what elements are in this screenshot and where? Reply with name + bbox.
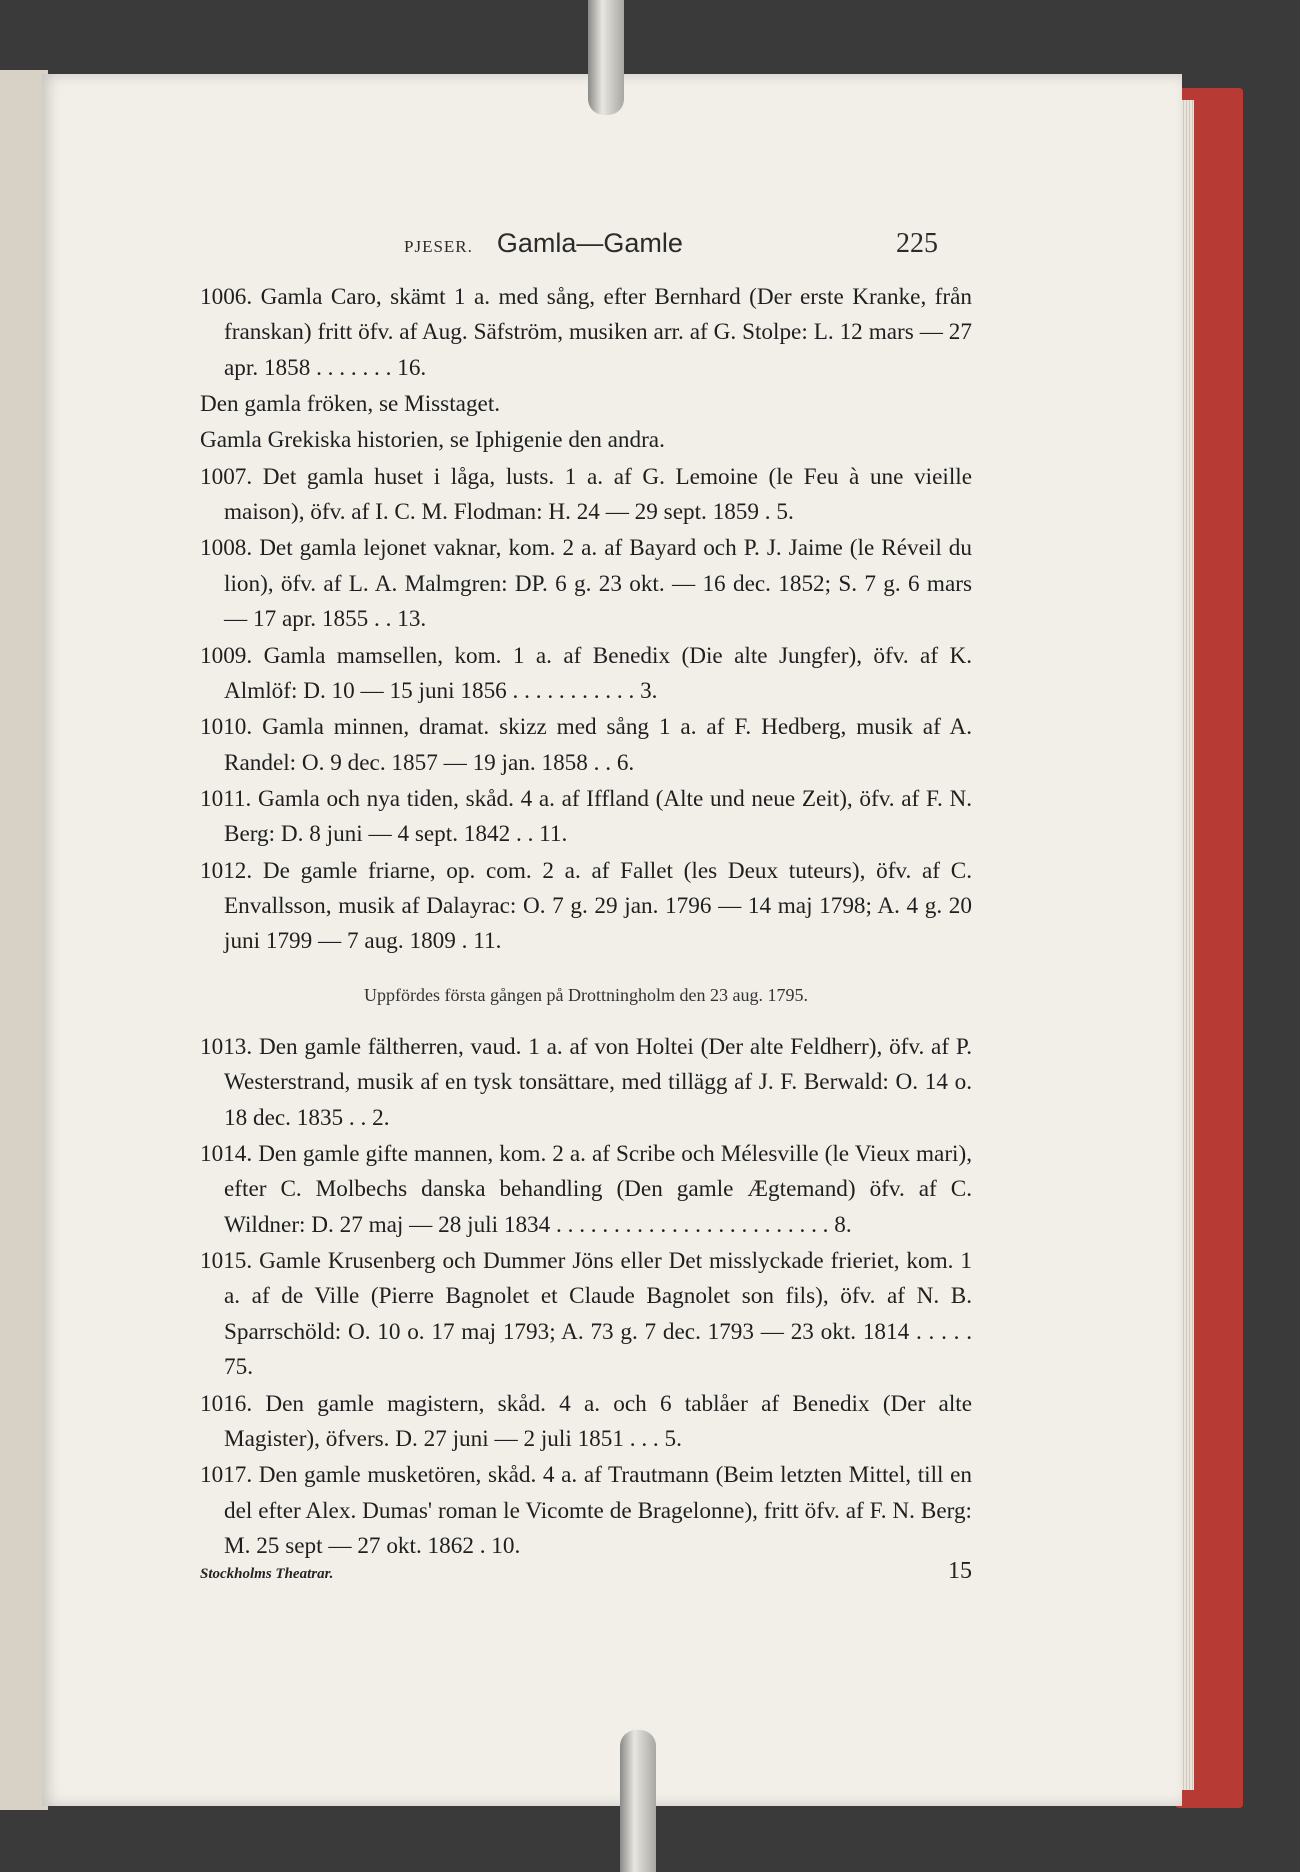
entry-1009: 1009. Gamla mamsellen, kom. 1 a. af Benedix (Die alte Jungfer), öfv. af K. Almlöf: D. 10 — 15 juni 1856 . . . . . . . . . . . 3. [200,642,972,704]
bookmark-ribbon-top [588,0,624,115]
signature-mark: Stockholms Theatrar. [200,1566,334,1582]
footer [200,1558,972,1585]
entry-1015: 1015. Gamle Krusenberg och Dummer Jöns eller Det misslyckade frieriet, kom. 1 a. af de Ville (Pierre Bagnolet et Claude Bagnolet son fils), öfv. af N. B. Sparrschöld: O. 10 o. 17 maj 1793; A. 73 g. 7 dec. 1793 — 23 okt. 1814 . . . . . 75. [200,1248,972,1381]
running-head: PJESER. [404,237,473,256]
bookmark-ribbon-bottom [620,1730,656,1872]
catalog-entries [200,280,972,1565]
entry-1010: 1010. Gamla minnen, dramat. skizz med sång 1 a. af F. Hedberg, musik af A. Randel: O. 9 dec. 1857 — 19 jan. 1858 . . 6. [200,714,972,776]
cross-reference: Den gamla fröken, se Misstaget. [200,391,501,418]
entry-1011: 1011. Gamla och nya tiden, skåd. 4 a. af Iffland (Alte und neue Zeit), öfv. af F. N. Berg: D. 8 juni — 4 sept. 1842 . . 11. [200,785,972,848]
header-title: Gamla—Gamle [496,228,683,258]
page-number: 225 [896,228,938,259]
entry-note: Uppfördes första gången på Drottningholm den 23 aug. 1795. [364,984,808,1005]
entry-1017: 1017. Den gamle musketören, skåd. 4 a. af Trautmann (Beim letzten Mittel, till en del efter Alex. Dumas' roman le Vicomte de Bragelonne), fritt öfv. af F. N. Berg: M. 25 sept — 27 okt. 1862 . 10. [200,1462,972,1560]
entry-1008: 1008. Det gamla lejonet vaknar, kom. 2 a. af Bayard och P. J. Jaime (le Réveil du lion), öfv. af L. A. Malmgren: DP. 6 g. 23 okt. — 16 dec. 1852; S. 7 g. 6 mars — 17 apr. 1855 . . 13. [200,535,972,633]
page-header [404,228,938,260]
entry-1016: 1016. Den gamle magistern, skåd. 4 a. och 6 tablåer af Benedix (Der alte Magister), öfvers. D. 27 juni — 2 juli 1851 . . . 5. [200,1390,972,1452]
entry-1006: 1006. Gamla Caro, skämt 1 a. med sång, efter Bernhard (Der erste Kranke, från franskan) fritt öfv. af Aug. Säfström, musiken arr. af G. Stolpe: L. 12 mars — 27 apr. 1858 . . . . . . . 16. [200,284,972,381]
entry-1012: 1012. De gamle friarne, op. com. 2 a. af Fallet (les Deux tuteurs), öfv. af C. Envallsson, musik af Dalayrac: O. 7 g. 29 jan. 1796 — 14 maj 1798; A. 4 g. 20 juni 1799 — 7 aug. 1809 . 11. [200,857,972,955]
entry-1007: 1007. Det gamla huset i låga, lusts. 1 a. af G. Lemoine (le Feu à une vieille maison), öfv. af I. C. M. Flodman: H. 24 — 29 sept. 1859 . 5. [200,463,972,526]
entry-1014: 1014. Den gamle gifte mannen, kom. 2 a. af Scribe och Mélesville (le Vieux mari), efter C. Molbechs danska behandling (Den gamle Ægtemand) öfv. af C. Wildner: D. 27 maj — 28 juli 1834 . . . . . . . . . . . . . . . . . . . . . . . . 8. [200,1140,972,1238]
cross-reference: Gamla Grekiska historien, se Iphigenie den andra. [200,427,665,454]
gathering-number: 15 [948,1558,972,1584]
entry-1013: 1013. Den gamle fältherren, vaud. 1 a. af von Holtei (Der alte Feldherr), öfv. af P. Westerstrand, musik af en tysk tonsättare, med tillägg af J. F. Berwald: O. 14 o. 18 dec. 1835 . . 2. [200,1033,972,1131]
left-page-edge [0,70,48,1810]
